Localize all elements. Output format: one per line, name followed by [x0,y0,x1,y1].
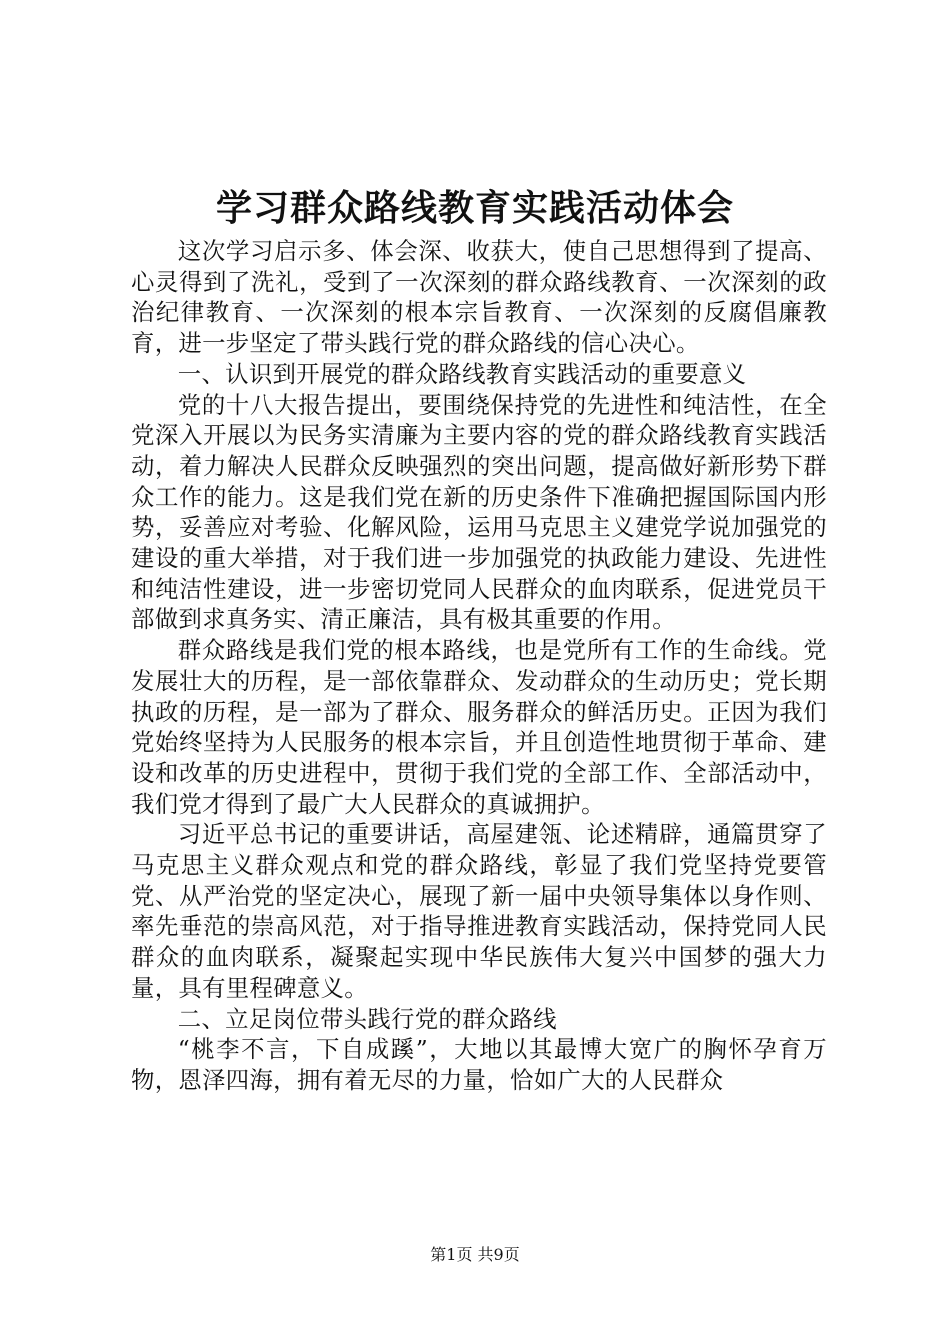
section-heading-1: 一、认识到开展党的群众路线教育实践活动的重要意义 [177,359,747,388]
section-heading-2: 二、立足岗位带头践行党的群众路线 [177,1004,557,1033]
document-title: 学习群众路线教育实践活动体会 [215,187,734,229]
paragraph-intro: 这次学习启示多、体会深、收获大，使自己思想得到了提高、心灵得到了洗礼，受到了一次深刻的群众路线教育、一次深刻的政治纪律教育、一次深刻的根本宗旨教育、一次深刻的反腐倡廉教育，进一步坚定了带头践行党的群众路线的信心决心。 [131,237,827,358]
paragraph-mass-line: 群众路线是我们党的根本路线，也是党所有工作的生命线。党发展壮大的历程，是一部依靠群众、发动群众的生动历史；党长期执政的历程，是一部为了群众、服务群众的鲜活历史。正因为我们党始终坚持为人民服务的根本宗旨，并且创造性地贯彻于革命、建设和改革的历史进程中，贯彻于我们党的全部工作、全部活动中，我们党才得到了最广大人民群众的真诚拥护。 [131,636,827,818]
page-footer: 第1页 共9页 [430,1245,520,1264]
paragraph-peach-plum: “桃李不言，下自成蹊”，大地以其最博大宽广的胸怀孕育万物，恩泽四海，拥有着无尽的力量，恰如广大的人民群众 [131,1035,827,1094]
document-body [131,236,827,1096]
paragraph-speech: 习近平总书记的重要讲话，高屋建瓴、论述精辟，通篇贯穿了马克思主义群众观点和党的群众路线，彰显了我们党坚持党要管党、从严治党的坚定决心，展现了新一届中央领导集体以身作则、率先垂范的崇高风范，对于指导推进教育实践活动，保持党同人民群众的血肉联系，凝聚起实现中华民族伟大复兴中国梦的强大力量，具有里程碑意义。 [131,820,827,1002]
paragraph-significance: 党的十八大报告提出，要围绕保持党的先进性和纯洁性，在全党深入开展以为民务实清廉为主要内容的党的群众路线教育实践活动，着力解决人民群众反映强烈的突出问题，提高做好新形势下群众工作的能力。这是我们党在新的历史条件下准确把握国际国内形势，妥善应对考验、化解风险，运用马克思主义建党学说加强党的建设的重大举措，对于我们进一步加强党的执政能力建设、先进性和纯洁性建设，进一步密切党同人民群众的血肉联系，促进党员干部做到求真务实、清正廉洁，具有极其重要的作用。 [131,390,827,634]
